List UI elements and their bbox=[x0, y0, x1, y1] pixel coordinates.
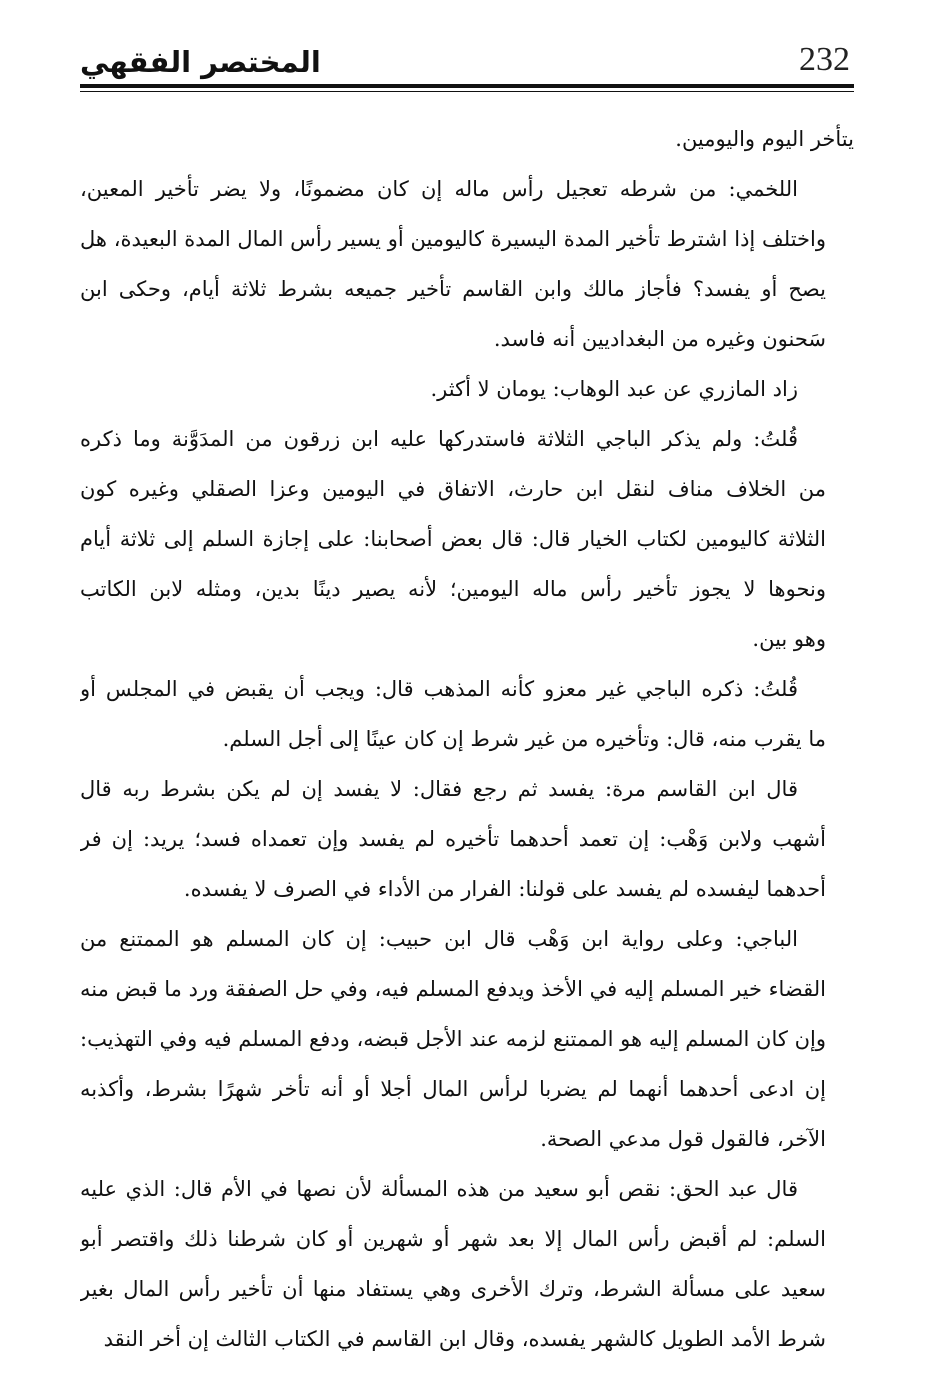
text-line: إن ادعى أحدهما أنهما لم يضربا لرأس المال أجلا أو أنه تأخر شهرًا بشرط، وأكذبه bbox=[80, 1077, 826, 1101]
text-line: السلم: لم أقبض رأس المال إلا بعد شهر أو شهرين أو كان شرطنا ذلك واقتصر أبو bbox=[80, 1227, 826, 1251]
page-header bbox=[80, 38, 854, 94]
text-line: زاد المازري عن عبد الوهاب: يومان لا أكثر. bbox=[430, 377, 798, 401]
text-line: واختلف إذا اشترط تأخير المدة اليسيرة كاليومين أو يسير رأس المال المدة البعيدة، هل bbox=[80, 227, 826, 251]
paragraph bbox=[80, 764, 854, 914]
text-line: وإن كان المسلم إليه هو الممتنع لزمه عند الأجل قبضه، ودفع المسلم فيه وفي التهذيب: bbox=[80, 1027, 826, 1051]
text-line: الباجي: وعلى رواية ابن وَهْب قال ابن حبيب: إن كان المسلم هو الممتنع من bbox=[80, 927, 798, 951]
text-line: من الخلاف مناف لنقل ابن حارث، الاتفاق في اليومين وعزا الصقلي وغيره كون bbox=[80, 477, 826, 501]
text-line: القضاء خير المسلم إليه في الأخذ ويدفع المسلم فيه، وفي حل الصفقة ورد ما قبض منه bbox=[80, 977, 826, 1001]
text-line: أحدهما ليفسده لم يفسد على قولنا: الفرار من الأداء في الصرف لا يفسده. bbox=[183, 877, 826, 901]
text-line: اللخمي: من شرطه تعجيل رأس ماله إن كان مضمونًا، ولا يضر تأخير المعين، bbox=[80, 177, 798, 201]
text-line: يصح أو يفسد؟ فأجاز مالك وابن القاسم تأخير جميعه بشرط ثلاثة أيام، وحكى ابن bbox=[80, 277, 826, 301]
text-line: قُلتُ: ولم يذكر الباجي الثلاثة فاستدركها عليه ابن زرقون من المدَوَّنة وما ذكره bbox=[80, 427, 798, 451]
paragraph bbox=[80, 164, 854, 364]
text-line: قال ابن القاسم مرة: يفسد ثم رجع فقال: لا يفسد إن لم يكن بشرط ربه قال bbox=[80, 777, 798, 801]
header-rule-thick bbox=[80, 84, 854, 88]
paragraph bbox=[80, 364, 854, 414]
header-rule-thin bbox=[80, 91, 854, 92]
paragraph bbox=[80, 914, 854, 1164]
text-line: سعيد على مسألة الشرط، وترك الأخرى وهي يستفاد منها أن تأخير رأس المال بغير bbox=[80, 1277, 826, 1301]
text-line: قُلتُ: ذكره الباجي غير معزو كأنه المذهب قال: ويجب أن يقبض في المجلس أو bbox=[80, 677, 798, 701]
text-line: يتأخر اليوم واليومين. bbox=[675, 127, 854, 151]
text-line: أشهب ولابن وَهْب: إن تعمد أحدهما تأخيره لم يفسد وإن تعمداه فسد؛ يريد: إن فر bbox=[80, 827, 826, 851]
paragraph bbox=[80, 1164, 854, 1364]
body-text bbox=[80, 114, 854, 1364]
page-number: 232 bbox=[799, 41, 850, 78]
text-line: شرط الأمد الطويل كالشهر يفسده، وقال ابن القاسم في الكتاب الثالث إن أخر النقد bbox=[103, 1327, 826, 1351]
text-line: سَحنون وغيره من البغداديين أنه فاسد. bbox=[493, 327, 826, 351]
text-line: قال عبد الحق: نقص أبو سعيد من هذه المسألة لأن نصها في الأم قال: الذي عليه bbox=[80, 1177, 798, 1201]
paragraph bbox=[80, 664, 854, 764]
text-line: وهو بين. bbox=[752, 627, 826, 651]
paragraph bbox=[80, 414, 854, 664]
text-line: ونحوها لا يجوز تأخير رأس ماله اليومين؛ لأنه يصير دينًا بدين، ومثله لابن الكاتب bbox=[80, 577, 826, 601]
text-line: ما يقرب منه، قال: وتأخيره من غير شرط إن كان عينًا إلى أجل السلم. bbox=[222, 727, 826, 751]
paragraph bbox=[80, 114, 854, 164]
book-title: المختصر الفقهي bbox=[80, 45, 321, 79]
text-line: الثلاثة كاليومين لكتاب الخيار قال: قال بعض أصحابنا: على إجازة السلم إلى ثلاثة أيام bbox=[80, 527, 826, 551]
text-line: الآخر، فالقول قول مدعي الصحة. bbox=[540, 1127, 826, 1151]
